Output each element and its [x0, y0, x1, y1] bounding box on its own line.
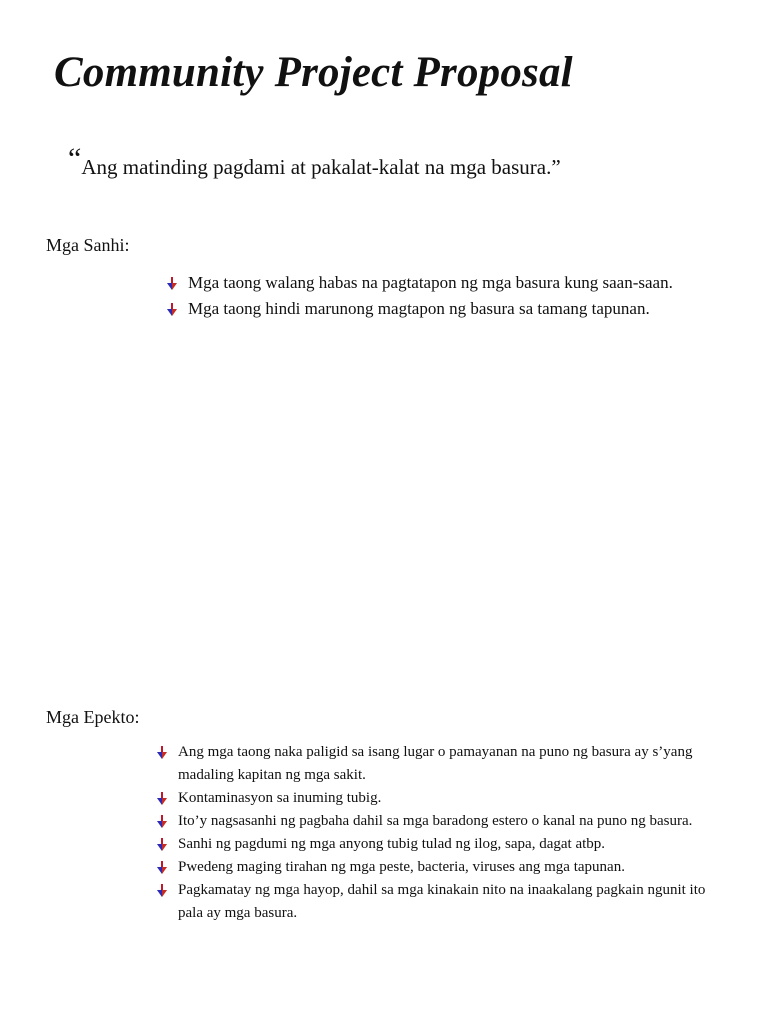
list-item	[156, 741, 726, 787]
list-item-text: Ang mga taong naka paligid sa isang lugar o pamayanan na puno ng basura ay s’yang madaling kapitan ng mga sakit.	[178, 744, 693, 783]
down-arrow-bullet-icon	[156, 861, 168, 875]
effects-heading: Mga Epekto:	[46, 707, 140, 727]
close-quote-mark: ”	[551, 155, 561, 179]
down-arrow-bullet-icon	[166, 277, 178, 291]
list-item-text: Mga taong hindi marunong magtapon ng basura sa tamang tapunan.	[188, 299, 650, 318]
down-arrow-bullet-icon	[156, 838, 168, 852]
list-item-text: Mga taong walang habas na pagtatapon ng mga basura kung saan-saan.	[188, 273, 673, 292]
list-item	[156, 787, 726, 810]
list-item-text: Kontaminasyon sa inuming tubig.	[178, 790, 382, 806]
list-item-text: Ito’y nagsasanhi ng pagbaha dahil sa mga baradong estero o kanal na puno ng basura.	[178, 813, 693, 829]
causes-heading: Mga Sanhi:	[46, 235, 130, 255]
list-item	[156, 856, 726, 879]
list-item	[156, 810, 726, 833]
down-arrow-bullet-icon	[156, 815, 168, 829]
problem-statement-text: Ang matinding pagdami at pakalat-kalat na mga basura.	[81, 155, 552, 179]
list-item-text: Pagkamatay ng mga hayop, dahil sa mga kinakain nito na inaakalang pagkain ngunit ito pala ay mga basura.	[178, 882, 706, 921]
down-arrow-bullet-icon	[156, 746, 168, 760]
list-item	[156, 879, 726, 925]
down-arrow-bullet-icon	[166, 303, 178, 317]
causes-list	[166, 270, 706, 322]
problem-statement-quote	[68, 142, 561, 182]
list-item-text: Sanhi ng pagdumi ng mga anyong tubig tulad ng ilog, sapa, dagat atbp.	[178, 836, 606, 852]
list-item	[166, 270, 706, 296]
list-item	[156, 833, 726, 856]
list-item	[166, 296, 706, 322]
open-quote-mark: “	[68, 142, 82, 175]
list-item-text: Pwedeng maging tirahan ng mga peste, bacteria, viruses ang mga tapunan.	[178, 859, 625, 875]
down-arrow-bullet-icon	[156, 792, 168, 806]
effects-list	[156, 741, 726, 925]
down-arrow-bullet-icon	[156, 884, 168, 898]
document-title: Community Project Proposal	[54, 49, 573, 96]
